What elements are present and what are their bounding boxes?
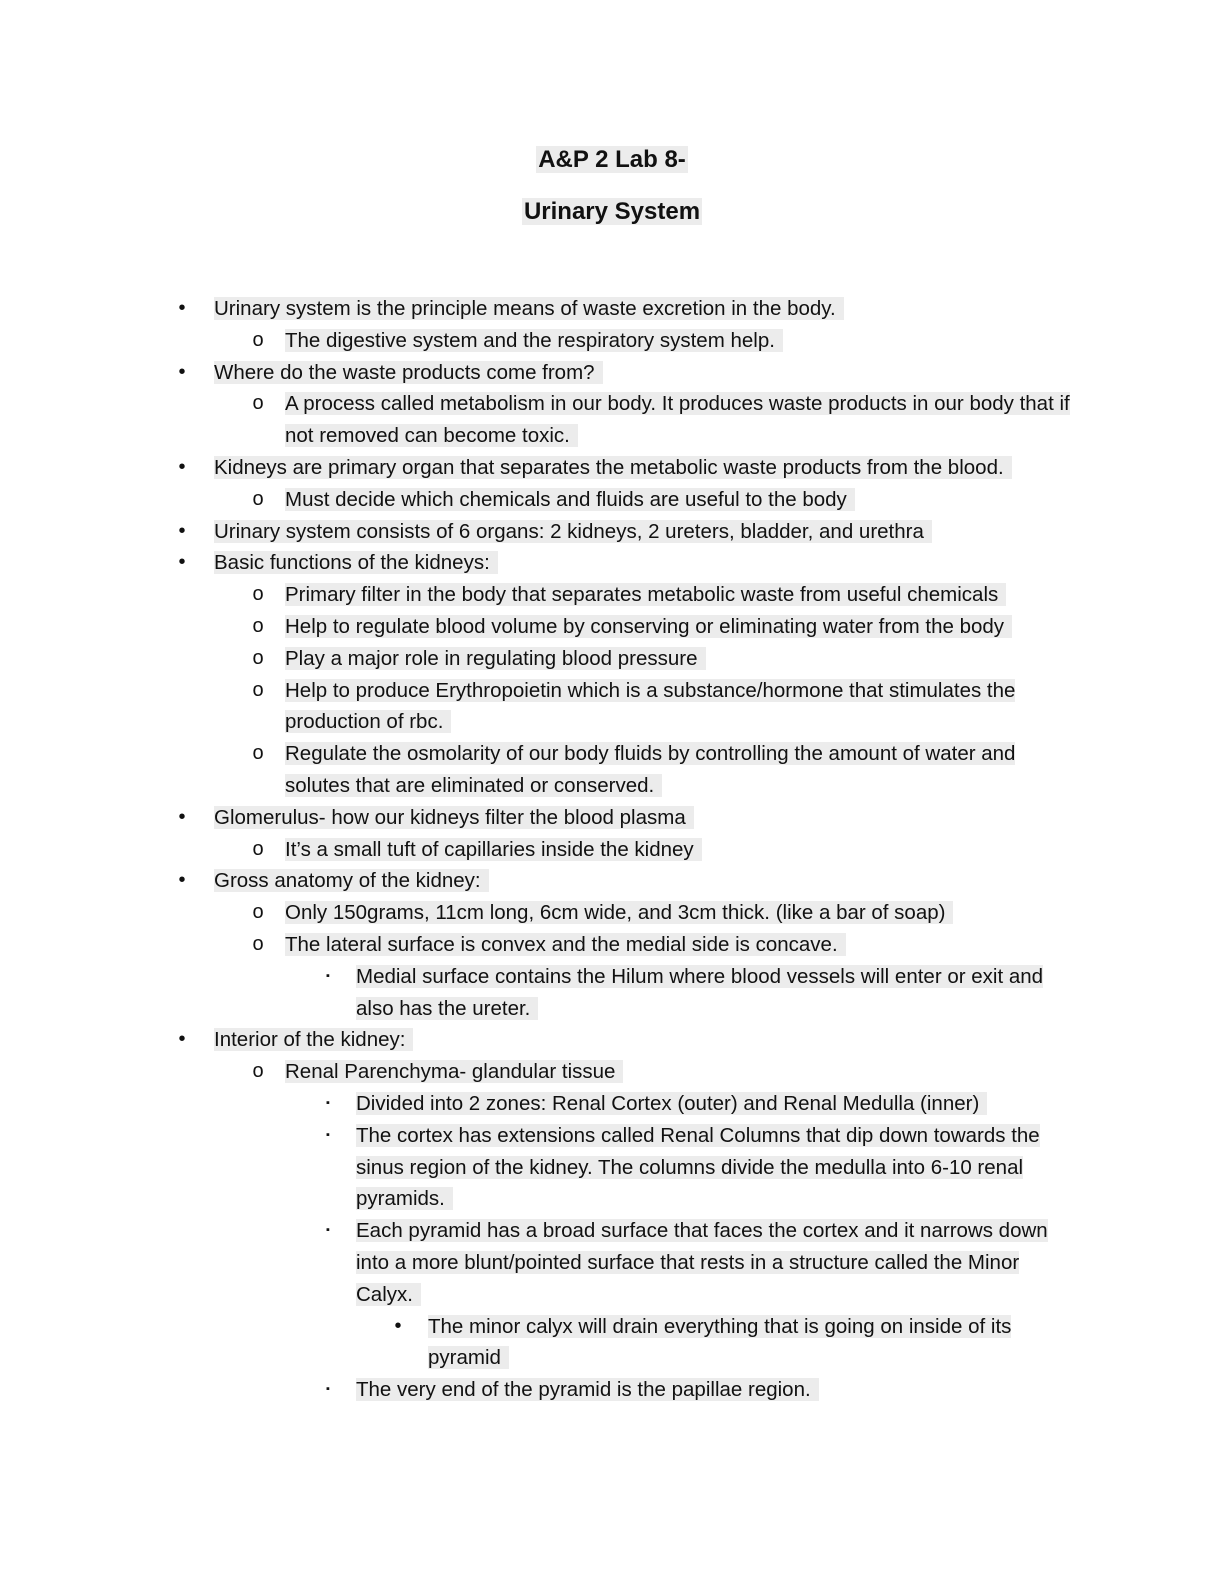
list-item-text — [356, 1088, 1076, 1120]
square-marker: ▪ — [326, 969, 330, 982]
circle-marker: o — [252, 901, 264, 924]
list-item-text — [214, 452, 1084, 484]
bullet-marker: • — [178, 360, 186, 383]
bullet-marker: • — [178, 1028, 186, 1051]
page-title — [0, 144, 1224, 176]
list-item-text — [285, 929, 1085, 961]
list-item-text — [356, 1120, 1076, 1215]
list-item-label: Interior of the kidney: — [214, 1028, 413, 1051]
circle-marker: o — [252, 614, 264, 637]
bullet-marker: • — [178, 455, 186, 478]
page-subtitle — [0, 196, 1224, 228]
title-line-1: A&P 2 Lab 8- — [538, 146, 686, 173]
list-item-text — [285, 675, 1085, 739]
list-item-label: The cortex has extensions called Renal Columns that dip down towards the sinus region of the kidney. The columns divide the medulla into 6-10 renal pyramids. — [356, 1123, 1040, 1211]
list-item-label: Kidneys are primary organ that separates the metabolic waste products from the blood. — [214, 456, 1012, 479]
list-item-text — [214, 865, 1084, 897]
list-item-label: Divided into 2 zones: Renal Cortex (outer) and Renal Medulla (inner) — [356, 1092, 987, 1115]
list-item-text — [214, 357, 1084, 389]
list-item-text — [214, 547, 1084, 579]
list-item-text — [214, 1024, 1084, 1056]
list-item-text — [214, 293, 1084, 325]
bullet-marker: • — [178, 869, 186, 892]
list-item-text — [356, 1215, 1076, 1310]
list-item — [0, 834, 1224, 866]
list-item — [0, 293, 1224, 325]
circle-marker: o — [252, 932, 264, 955]
list-item-label: Must decide which chemicals and fluids are useful to the body — [285, 488, 855, 511]
list-item — [0, 1088, 1224, 1120]
list-item-label: Play a major role in regulating blood pressure — [285, 647, 706, 670]
list-item-text — [214, 802, 1084, 834]
list-item-text — [285, 897, 1085, 929]
bullet-marker: • — [178, 297, 186, 319]
list-item-text — [214, 516, 1084, 548]
circle-marker: o — [252, 742, 264, 765]
list-item-text — [356, 961, 1076, 1025]
list-item-label: Help to produce Erythropoietin which is a substance/hormone that stimulates the production of rbc. — [285, 678, 1016, 734]
list-item-label: Urinary system is the principle means of waste excretion in the body. — [214, 297, 844, 320]
list-item — [0, 325, 1224, 357]
list-item — [0, 484, 1224, 516]
circle-marker: o — [252, 392, 264, 415]
square-marker: ▪ — [326, 1128, 330, 1141]
list-item-text — [285, 325, 1085, 357]
list-item-label: Renal Parenchyma- glandular tissue — [285, 1060, 623, 1083]
list-item-text — [285, 834, 1085, 866]
list-item-text — [285, 388, 1085, 452]
square-marker: ▪ — [326, 1096, 330, 1109]
list-item-text — [356, 1374, 1076, 1406]
list-item — [0, 897, 1224, 929]
list-item-label: Each pyramid has a broad surface that faces the cortex and it narrows down into a more blunt/pointed surface that rests in a structure called the Minor Calyx. — [356, 1219, 1048, 1306]
list-item-label: Medial surface contains the Hilum where blood vessels will enter or exit and also has the ureter. — [356, 964, 1044, 1020]
list-item — [0, 579, 1224, 611]
square-marker: ▪ — [326, 1383, 330, 1396]
notes-outline — [0, 293, 1224, 1406]
list-item — [0, 547, 1224, 579]
bullet-marker: • — [178, 551, 186, 574]
list-item-label: The minor calyx will drain everything that is going on inside of its pyramid — [428, 1314, 1012, 1370]
list-item-label: Only 150grams, 11cm long, 6cm wide, and 3cm thick. (like a bar of soap) — [285, 901, 953, 924]
list-item — [0, 1311, 1224, 1375]
bullet-marker: • — [394, 1314, 402, 1337]
list-item — [0, 929, 1224, 961]
list-item-text — [285, 611, 1085, 643]
list-item-label: Urinary system consists of 6 organs: 2 kidneys, 2 ureters, bladder, and urethra — [214, 520, 932, 543]
circle-marker: o — [252, 328, 264, 351]
circle-marker: o — [252, 1060, 264, 1083]
list-item — [0, 1056, 1224, 1088]
list-item-label: Gross anatomy of the kidney: — [214, 869, 489, 892]
list-item-label: The very end of the pyramid is the papillae region. — [356, 1378, 819, 1401]
bullet-marker: • — [178, 519, 186, 542]
list-item-label: It’s a small tuft of capillaries inside the kidney — [285, 838, 702, 861]
list-item — [0, 1024, 1224, 1056]
list-item — [0, 1374, 1224, 1406]
list-item-text — [428, 1311, 1088, 1375]
list-item-text — [285, 643, 1085, 675]
list-item — [0, 961, 1224, 1025]
circle-marker: o — [252, 583, 264, 606]
title-line-2: Urinary System — [523, 198, 701, 225]
square-marker: ▪ — [326, 1224, 330, 1237]
list-item-label: The lateral surface is convex and the medial side is concave. — [285, 933, 846, 956]
list-item — [0, 357, 1224, 389]
bullet-marker: • — [178, 805, 186, 828]
circle-marker: o — [252, 487, 264, 510]
list-item-label: Regulate the osmolarity of our body fluids by controlling the amount of water and solutes that are eliminated or conserved. — [285, 742, 1016, 797]
list-item — [0, 1120, 1224, 1215]
list-item — [0, 643, 1224, 675]
list-item — [0, 452, 1224, 484]
list-item-label: Glomerulus- how our kidneys filter the blood plasma — [214, 806, 694, 829]
list-item-text — [285, 579, 1085, 611]
list-item-label: Basic functions of the kidneys: — [214, 551, 498, 574]
list-item — [0, 802, 1224, 834]
circle-marker: o — [252, 678, 264, 701]
list-item-label: Primary filter in the body that separates metabolic waste from useful chemicals — [285, 583, 1006, 606]
list-item — [0, 388, 1224, 452]
list-item-label: Help to regulate blood volume by conserving or eliminating water from the body — [285, 615, 1012, 638]
circle-marker: o — [252, 837, 264, 860]
list-item-text — [285, 738, 1085, 802]
list-item — [0, 611, 1224, 643]
list-item-label: The digestive system and the respiratory system help. — [285, 329, 783, 352]
list-item-text — [285, 1056, 1085, 1088]
list-item-text — [285, 484, 1085, 516]
list-item — [0, 738, 1224, 802]
list-item — [0, 516, 1224, 548]
circle-marker: o — [252, 646, 264, 669]
list-item — [0, 675, 1224, 739]
list-item — [0, 1215, 1224, 1310]
list-item-label: A process called metabolism in our body. It produces waste products in our body that if not removed can become toxic. — [285, 392, 1070, 448]
list-item — [0, 865, 1224, 897]
list-item-label: Where do the waste products come from? — [214, 361, 603, 384]
